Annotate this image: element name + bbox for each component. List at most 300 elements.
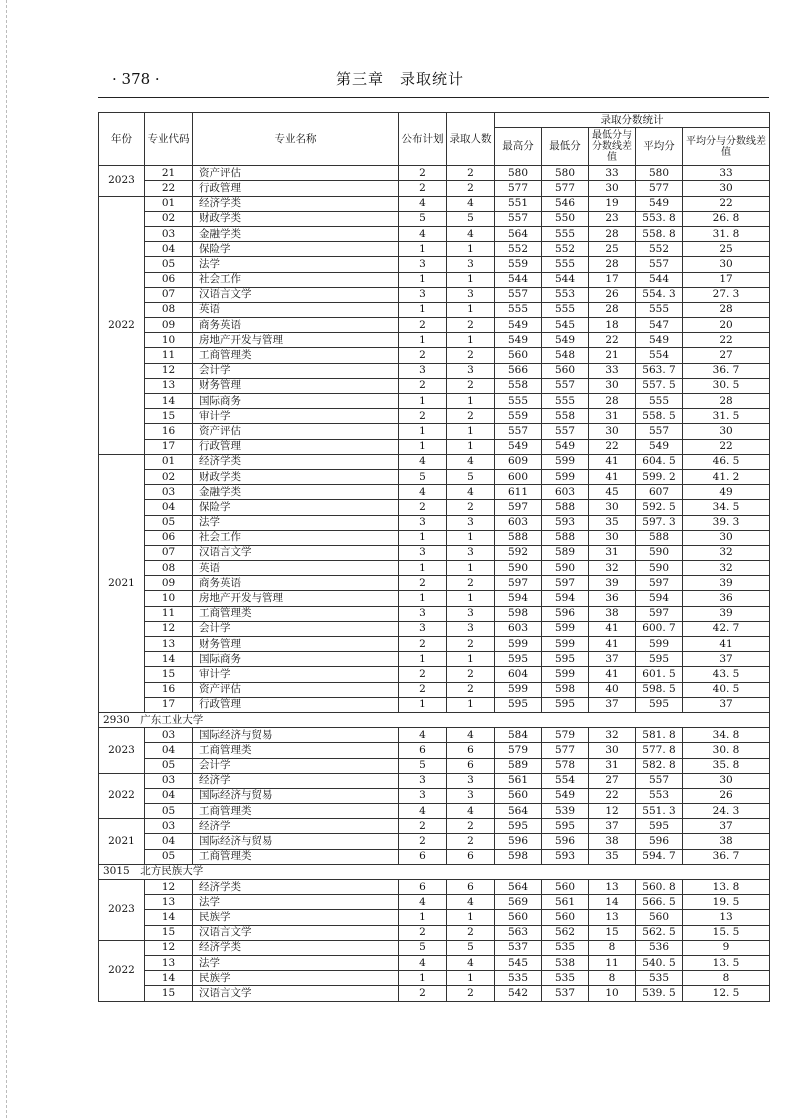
- table-row: [99, 257, 770, 272]
- table-row: [99, 454, 770, 469]
- admitted-cell: 1: [447, 561, 495, 576]
- code-cell: 11: [145, 606, 193, 621]
- max-cell: 537: [495, 940, 542, 955]
- code-cell: 04: [145, 500, 193, 515]
- admitted-cell: 1: [447, 910, 495, 925]
- min-cell: 560: [542, 910, 589, 925]
- min-cell: 549: [542, 333, 589, 348]
- avg-cell: 598. 5: [636, 682, 683, 697]
- avg-cell: 590: [636, 561, 683, 576]
- max-cell: 555: [495, 394, 542, 409]
- table-row: [99, 925, 770, 940]
- avg-cell: 558. 5: [636, 409, 683, 424]
- table-row: [99, 849, 770, 864]
- avg-cell: 594. 7: [636, 849, 683, 864]
- avg-cell: 595: [636, 819, 683, 834]
- name-cell: 社会工作: [193, 272, 399, 287]
- table-row: [99, 545, 770, 560]
- avg-cell: 557: [636, 424, 683, 439]
- plan-cell: 2: [399, 181, 447, 196]
- min-cell: 535: [542, 940, 589, 955]
- min_diff-cell: 40: [589, 682, 636, 697]
- avg-cell: 597: [636, 576, 683, 591]
- avg-cell: 596: [636, 834, 683, 849]
- table-row: [99, 561, 770, 576]
- min_diff-cell: 22: [589, 439, 636, 454]
- name-cell: 经济学: [193, 773, 399, 788]
- code-cell: 02: [145, 211, 193, 226]
- max-cell: 609: [495, 454, 542, 469]
- name-cell: 工商管理类: [193, 743, 399, 758]
- min_diff-cell: 35: [589, 515, 636, 530]
- plan-cell: 1: [399, 971, 447, 986]
- min_diff-cell: 13: [589, 880, 636, 895]
- admitted-cell: 3: [447, 257, 495, 272]
- max-cell: 579: [495, 743, 542, 758]
- min-cell: 555: [542, 302, 589, 317]
- avg_diff-cell: 40. 5: [683, 682, 770, 697]
- code-cell: 07: [145, 545, 193, 560]
- min_diff-cell: 21: [589, 348, 636, 363]
- code-cell: 10: [145, 591, 193, 606]
- avg-cell: 549: [636, 439, 683, 454]
- min-cell: 599: [542, 469, 589, 484]
- plan-cell: 3: [399, 515, 447, 530]
- min-cell: 598: [542, 682, 589, 697]
- table-row: [99, 242, 770, 257]
- admitted-cell: 2: [447, 576, 495, 591]
- table-row: [99, 804, 770, 819]
- avg_diff-cell: 41: [683, 637, 770, 652]
- avg-cell: 594: [636, 591, 683, 606]
- min-cell: 597: [542, 576, 589, 591]
- code-cell: 05: [145, 758, 193, 773]
- avg-cell: 599: [636, 637, 683, 652]
- min-cell: 595: [542, 652, 589, 667]
- avg-cell: 560: [636, 910, 683, 925]
- min-cell: 549: [542, 788, 589, 803]
- code-cell: 08: [145, 561, 193, 576]
- admitted-cell: 1: [447, 697, 495, 712]
- table-row: [99, 515, 770, 530]
- admitted-cell: 6: [447, 880, 495, 895]
- avg_diff-cell: 31. 5: [683, 409, 770, 424]
- max-cell: 555: [495, 302, 542, 317]
- admitted-cell: 2: [447, 819, 495, 834]
- min_diff-cell: 35: [589, 849, 636, 864]
- table-row: [99, 895, 770, 910]
- avg_diff-cell: 46. 5: [683, 454, 770, 469]
- min_diff-cell: 28: [589, 302, 636, 317]
- header-score-group: 录取分数统计: [495, 113, 770, 128]
- table-row: [99, 834, 770, 849]
- min-cell: 599: [542, 667, 589, 682]
- name-cell: 会计学: [193, 621, 399, 636]
- name-cell: 工商管理类: [193, 606, 399, 621]
- code-cell: 17: [145, 697, 193, 712]
- plan-cell: 2: [399, 576, 447, 591]
- avg-cell: 577. 8: [636, 743, 683, 758]
- admitted-cell: 4: [447, 196, 495, 211]
- table-row: [99, 910, 770, 925]
- code-cell: 03: [145, 485, 193, 500]
- name-cell: 英语: [193, 561, 399, 576]
- avg_diff-cell: 32: [683, 561, 770, 576]
- table-row: [99, 439, 770, 454]
- max-cell: 596: [495, 834, 542, 849]
- plan-cell: 1: [399, 530, 447, 545]
- table-row: [99, 226, 770, 241]
- table-row: [99, 378, 770, 393]
- max-cell: 549: [495, 439, 542, 454]
- max-cell: 569: [495, 895, 542, 910]
- name-cell: 行政管理: [193, 697, 399, 712]
- min_diff-cell: 31: [589, 545, 636, 560]
- min_diff-cell: 30: [589, 500, 636, 515]
- avg_diff-cell: 24. 3: [683, 804, 770, 819]
- name-cell: 财务管理: [193, 378, 399, 393]
- admitted-cell: 5: [447, 940, 495, 955]
- min-cell: 557: [542, 424, 589, 439]
- plan-cell: 2: [399, 348, 447, 363]
- admitted-cell: 2: [447, 667, 495, 682]
- min_diff-cell: 22: [589, 333, 636, 348]
- plan-cell: 1: [399, 591, 447, 606]
- admission-stats-table: [98, 112, 770, 1002]
- avg-cell: 551. 3: [636, 804, 683, 819]
- min_diff-cell: 28: [589, 394, 636, 409]
- min-cell: 546: [542, 196, 589, 211]
- min_diff-cell: 37: [589, 697, 636, 712]
- code-cell: 14: [145, 910, 193, 925]
- table-row: [99, 773, 770, 788]
- code-cell: 03: [145, 773, 193, 788]
- name-cell: 经济学类: [193, 940, 399, 955]
- code-cell: 14: [145, 394, 193, 409]
- avg_diff-cell: 37: [683, 697, 770, 712]
- avg_diff-cell: 39. 3: [683, 515, 770, 530]
- admitted-cell: 1: [447, 652, 495, 667]
- avg-cell: 539. 5: [636, 986, 683, 1001]
- plan-cell: 3: [399, 788, 447, 803]
- avg-cell: 595: [636, 697, 683, 712]
- min-cell: 596: [542, 834, 589, 849]
- avg_diff-cell: 39: [683, 576, 770, 591]
- max-cell: 566: [495, 363, 542, 378]
- avg_diff-cell: 36. 7: [683, 363, 770, 378]
- avg_diff-cell: 20: [683, 318, 770, 333]
- min-cell: 560: [542, 363, 589, 378]
- max-cell: 551: [495, 196, 542, 211]
- table-row: [99, 424, 770, 439]
- avg_diff-cell: 30: [683, 773, 770, 788]
- min-cell: 595: [542, 697, 589, 712]
- min_diff-cell: 28: [589, 257, 636, 272]
- max-cell: 595: [495, 819, 542, 834]
- table-row: [99, 196, 770, 211]
- avg-cell: 547: [636, 318, 683, 333]
- max-cell: 563: [495, 925, 542, 940]
- code-cell: 04: [145, 242, 193, 257]
- admitted-cell: 4: [447, 955, 495, 970]
- min-cell: 579: [542, 728, 589, 743]
- header-major-code: 专业代码: [145, 113, 193, 166]
- admitted-cell: 2: [447, 986, 495, 1001]
- max-cell: 599: [495, 637, 542, 652]
- table-body: [99, 166, 770, 1001]
- admitted-cell: 1: [447, 439, 495, 454]
- code-cell: 01: [145, 454, 193, 469]
- max-cell: 594: [495, 591, 542, 606]
- avg-cell: 581. 8: [636, 728, 683, 743]
- min-cell: 537: [542, 986, 589, 1001]
- name-cell: 经济学类: [193, 880, 399, 895]
- avg_diff-cell: 26. 8: [683, 211, 770, 226]
- min_diff-cell: 14: [589, 895, 636, 910]
- page-number: · 378 ·: [112, 70, 160, 88]
- min_diff-cell: 26: [589, 287, 636, 302]
- avg_diff-cell: 37: [683, 819, 770, 834]
- min_diff-cell: 36: [589, 591, 636, 606]
- plan-cell: 3: [399, 257, 447, 272]
- min-cell: 578: [542, 758, 589, 773]
- plan-cell: 4: [399, 804, 447, 819]
- plan-cell: 6: [399, 743, 447, 758]
- min_diff-cell: 33: [589, 363, 636, 378]
- min_diff-cell: 13: [589, 910, 636, 925]
- avg-cell: 555: [636, 302, 683, 317]
- name-cell: 经济学: [193, 819, 399, 834]
- min_diff-cell: 18: [589, 318, 636, 333]
- min_diff-cell: 28: [589, 226, 636, 241]
- max-cell: 599: [495, 682, 542, 697]
- min-cell: 553: [542, 287, 589, 302]
- min_diff-cell: 10: [589, 986, 636, 1001]
- plan-cell: 2: [399, 667, 447, 682]
- admitted-cell: 3: [447, 287, 495, 302]
- admitted-cell: 2: [447, 409, 495, 424]
- avg-cell: 557: [636, 257, 683, 272]
- code-cell: 13: [145, 378, 193, 393]
- min_diff-cell: 17: [589, 272, 636, 287]
- admitted-cell: 2: [447, 682, 495, 697]
- avg-cell: 555: [636, 394, 683, 409]
- avg_diff-cell: 8: [683, 971, 770, 986]
- name-cell: 工商管理类: [193, 348, 399, 363]
- avg-cell: 553. 8: [636, 211, 683, 226]
- avg-cell: 597: [636, 606, 683, 621]
- min_diff-cell: 31: [589, 409, 636, 424]
- admitted-cell: 2: [447, 834, 495, 849]
- min_diff-cell: 37: [589, 819, 636, 834]
- avg_diff-cell: 37: [683, 652, 770, 667]
- max-cell: 603: [495, 621, 542, 636]
- name-cell: 经济学类: [193, 454, 399, 469]
- plan-cell: 4: [399, 728, 447, 743]
- name-cell: 英语: [193, 302, 399, 317]
- code-cell: 09: [145, 318, 193, 333]
- code-cell: 15: [145, 925, 193, 940]
- plan-cell: 3: [399, 621, 447, 636]
- avg-cell: 563. 7: [636, 363, 683, 378]
- avg-cell: 562. 5: [636, 925, 683, 940]
- admitted-cell: 1: [447, 333, 495, 348]
- avg-cell: 536: [636, 940, 683, 955]
- max-cell: 557: [495, 424, 542, 439]
- avg_diff-cell: 36. 7: [683, 849, 770, 864]
- admitted-cell: 5: [447, 211, 495, 226]
- admitted-cell: 4: [447, 226, 495, 241]
- header-avg-diff: 平均分与分数线差值: [683, 128, 770, 166]
- max-cell: 598: [495, 606, 542, 621]
- admitted-cell: 3: [447, 788, 495, 803]
- table-row: [99, 469, 770, 484]
- avg-cell: 554. 3: [636, 287, 683, 302]
- max-cell: 535: [495, 971, 542, 986]
- max-cell: 549: [495, 318, 542, 333]
- avg-cell: 580: [636, 166, 683, 181]
- header-avg: 平均分: [636, 128, 683, 166]
- code-cell: 16: [145, 424, 193, 439]
- avg-cell: 535: [636, 971, 683, 986]
- plan-cell: 1: [399, 697, 447, 712]
- max-cell: 545: [495, 955, 542, 970]
- avg-cell: 549: [636, 333, 683, 348]
- max-cell: 577: [495, 181, 542, 196]
- plan-cell: 2: [399, 925, 447, 940]
- avg_diff-cell: 34. 5: [683, 500, 770, 515]
- code-cell: 12: [145, 621, 193, 636]
- name-cell: 商务英语: [193, 576, 399, 591]
- admitted-cell: 1: [447, 242, 495, 257]
- name-cell: 审计学: [193, 667, 399, 682]
- min_diff-cell: 41: [589, 621, 636, 636]
- code-cell: 16: [145, 682, 193, 697]
- avg_diff-cell: 41. 2: [683, 469, 770, 484]
- avg-cell: 553: [636, 788, 683, 803]
- university-name: 2930 广东工业大学: [99, 712, 770, 727]
- avg-cell: 558. 8: [636, 226, 683, 241]
- plan-cell: 2: [399, 378, 447, 393]
- name-cell: 汉语言文学: [193, 986, 399, 1001]
- avg-cell: 544: [636, 272, 683, 287]
- header-min-diff: 最低分与分数线差值: [589, 128, 636, 166]
- admitted-cell: 2: [447, 318, 495, 333]
- table-row: [99, 181, 770, 196]
- plan-cell: 4: [399, 895, 447, 910]
- code-cell: 04: [145, 743, 193, 758]
- table-row: [99, 940, 770, 955]
- code-cell: 03: [145, 226, 193, 241]
- table-row: [99, 758, 770, 773]
- plan-cell: 6: [399, 849, 447, 864]
- min-cell: 560: [542, 880, 589, 895]
- avg-cell: 592. 5: [636, 500, 683, 515]
- plan-cell: 3: [399, 606, 447, 621]
- min_diff-cell: 32: [589, 561, 636, 576]
- name-cell: 国际经济与贸易: [193, 728, 399, 743]
- min_diff-cell: 38: [589, 606, 636, 621]
- table-row: [99, 986, 770, 1001]
- header-rule: [98, 97, 769, 98]
- avg_diff-cell: 13. 8: [683, 880, 770, 895]
- table-row: [99, 409, 770, 424]
- table-row: [99, 318, 770, 333]
- table-row: [99, 287, 770, 302]
- table-row: [99, 591, 770, 606]
- name-cell: 房地产开发与管理: [193, 333, 399, 348]
- name-cell: 民族学: [193, 971, 399, 986]
- max-cell: 559: [495, 257, 542, 272]
- table-row: [99, 363, 770, 378]
- admitted-cell: 1: [447, 591, 495, 606]
- avg_diff-cell: 28: [683, 302, 770, 317]
- table-row: [99, 880, 770, 895]
- code-cell: 04: [145, 834, 193, 849]
- table-row: [99, 971, 770, 986]
- avg_diff-cell: 34. 8: [683, 728, 770, 743]
- table-row: [99, 955, 770, 970]
- year-cell: 2021: [99, 819, 145, 865]
- code-cell: 15: [145, 409, 193, 424]
- avg-cell: 552: [636, 242, 683, 257]
- name-cell: 汉语言文学: [193, 287, 399, 302]
- max-cell: 588: [495, 530, 542, 545]
- header-year: 年份: [99, 113, 145, 166]
- max-cell: 560: [495, 910, 542, 925]
- code-cell: 09: [145, 576, 193, 591]
- avg_diff-cell: 30: [683, 530, 770, 545]
- admitted-cell: 3: [447, 545, 495, 560]
- code-cell: 12: [145, 363, 193, 378]
- name-cell: 法学: [193, 955, 399, 970]
- avg_diff-cell: 17: [683, 272, 770, 287]
- code-cell: 13: [145, 637, 193, 652]
- min_diff-cell: 41: [589, 469, 636, 484]
- avg-cell: 557: [636, 773, 683, 788]
- min_diff-cell: 30: [589, 378, 636, 393]
- name-cell: 财政学类: [193, 211, 399, 226]
- table-row: [99, 211, 770, 226]
- avg-cell: 604. 5: [636, 454, 683, 469]
- max-cell: 611: [495, 485, 542, 500]
- min-cell: 550: [542, 211, 589, 226]
- university-name: 3015 北方民族大学: [99, 864, 770, 879]
- code-cell: 15: [145, 667, 193, 682]
- avg_diff-cell: 25: [683, 242, 770, 257]
- name-cell: 保险学: [193, 500, 399, 515]
- min_diff-cell: 11: [589, 955, 636, 970]
- min-cell: 539: [542, 804, 589, 819]
- avg_diff-cell: 43. 5: [683, 667, 770, 682]
- min-cell: 593: [542, 515, 589, 530]
- max-cell: 604: [495, 667, 542, 682]
- code-cell: 03: [145, 728, 193, 743]
- min_diff-cell: 38: [589, 834, 636, 849]
- year-cell: 2023: [99, 166, 145, 196]
- min-cell: 554: [542, 773, 589, 788]
- min-cell: 596: [542, 606, 589, 621]
- name-cell: 汉语言文学: [193, 925, 399, 940]
- year-cell: 2023: [99, 880, 145, 941]
- code-cell: 05: [145, 849, 193, 864]
- chapter-title: 第三章 录取统计: [335, 70, 464, 88]
- code-cell: 06: [145, 272, 193, 287]
- plan-cell: 5: [399, 758, 447, 773]
- min-cell: 588: [542, 500, 589, 515]
- min-cell: 549: [542, 439, 589, 454]
- min-cell: 595: [542, 819, 589, 834]
